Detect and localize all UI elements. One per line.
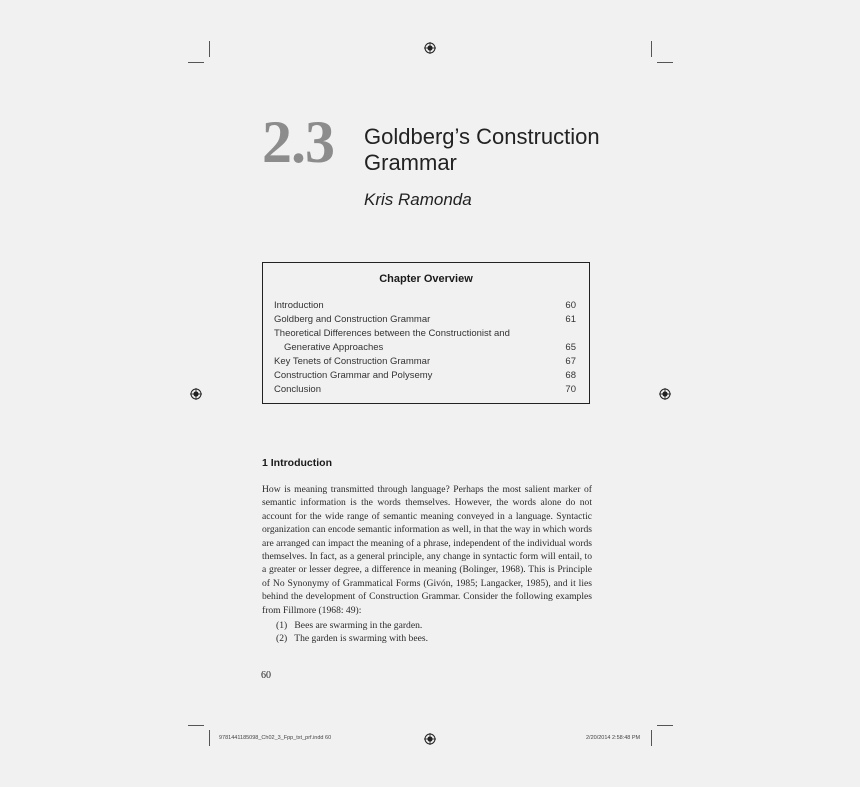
example-item [276,632,576,645]
toc-entry[interactable] [274,313,576,327]
slug-filename: 9781441185098_Ch02_3_Fpp_txt_prf.indd 60 [219,735,332,741]
toc-entry[interactable] [274,369,576,383]
example-item [276,619,576,632]
toc-page: 70 [565,384,576,395]
section-heading: 1 Introduction [262,457,332,469]
crop-mark [657,725,673,726]
toc-entry[interactable] [274,383,576,397]
toc-label: Conclusion [274,384,321,395]
toc-entry[interactable] [274,355,576,369]
toc-label: Generative Approaches [284,342,384,353]
crop-mark [651,730,652,746]
body-paragraph: How is meaning transmitted through language? Perhaps the most salient marker of semantic information is the words themselves. However, the words alone do not account for the wide range of semantic meaning conveyed in a language. Syntactic organization can encode semantic information as well, in that the way in which words are arranged can impact the meaning of a phrase, independent of the individual words themselves. In fact, as a general principle, any change in syntactic form will entail, to a greater or lesser degree, a difference in meaning (Bolinger, 1968). This is Principle of No Synonymy of Grammatical Forms (Givón, 1985; Langacker, 1985), and it lies behind the development of Construction Grammar. Consider the following examples from Fillmore (1968: 49): [262,484,592,616]
overview-title: Chapter Overview [379,273,473,285]
crop-mark [651,41,652,57]
toc-label: Introduction [274,300,324,311]
table-of-contents [274,299,576,397]
toc-entry[interactable] [274,327,576,341]
chapter-author: Kris Ramonda [364,190,472,209]
toc-entry[interactable] [274,341,576,355]
toc-page: 67 [565,356,576,367]
toc-entry[interactable] [274,299,576,313]
example-text: Bees are swarming in the garden. [294,620,423,631]
crop-mark [188,725,204,726]
chapter-number: 2.3 [262,109,334,175]
toc-page: 68 [565,370,576,381]
example-number: (2) [276,633,288,645]
example-list [276,619,576,646]
chapter-title: Goldberg’s Construction Grammar [364,124,600,175]
registration-mark-icon [659,388,671,400]
example-number: (1) [276,620,288,631]
registration-mark-icon [190,388,202,400]
crop-mark [657,62,673,63]
page-number: 60 [261,670,271,681]
toc-page: 61 [565,314,576,325]
registration-mark-icon [424,733,436,745]
toc-label: Construction Grammar and Polysemy [274,370,433,381]
toc-page: 60 [565,300,576,311]
example-text: The garden is swarming with bees. [294,633,428,645]
crop-mark [188,62,204,63]
crop-mark [209,41,210,57]
crop-mark [209,730,210,746]
toc-label: Theoretical Differences between the Constructionist and [274,328,510,339]
chapter-overview-box [262,262,590,404]
registration-mark-icon [424,42,436,54]
toc-label: Goldberg and Construction Grammar [274,314,431,325]
toc-page: 65 [565,342,576,353]
slug-timestamp: 2/20/2014 2:58:48 PM [586,735,641,741]
toc-label: Key Tenets of Construction Grammar [274,356,431,367]
